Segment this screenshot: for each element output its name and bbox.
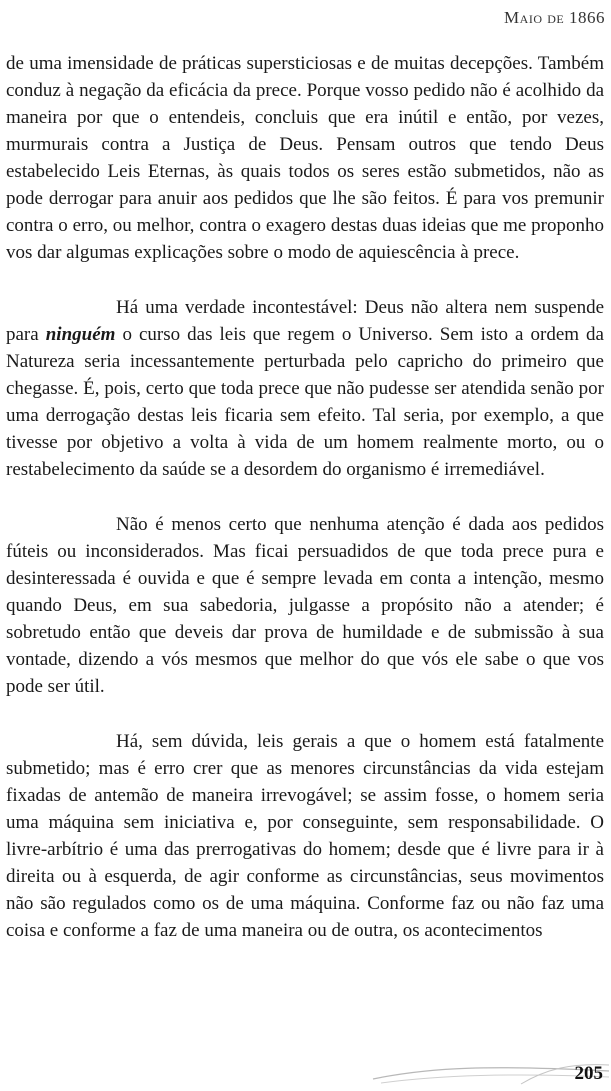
page-footer xyxy=(0,1051,611,1091)
paragraph-3: Não é menos certo que nenhuma atenção é dada aos pedidos fúteis ou inconsiderados. Mas ficai persuadidos de que toda prece pura e desinteressada é ouvida e que é sempre levada em conta a intenção, mesmo quando Deus, em sua sabedoria, julgasse a propósito não a atender; é sobretudo então que deveis dar prova de humildade e de submissão à sua vontade, dizendo a vós mesmos que melhor do que vós ele sabe o que vos pode ser útil. xyxy=(6,514,604,697)
running-header: Maio de 1866 xyxy=(504,8,605,27)
paragraph-4: Há, sem dúvida, leis gerais a que o homem está fatalmente submetido; mas é erro crer que as menores circunstâncias da vida estejam fixadas de antemão de maneira irrevogável; se assim fosse, o homem seria uma máquina sem iniciativa e, por conseguinte, sem responsabilidade. O livre-arbítrio é uma das prerrogativas do homem; desde que é livre para ir à direita ou à esquerda, de agir conforme as circunstâncias, seus movimentos não são regulados como os de uma máquina. Conforme faz ou não faz uma coisa e conforme a faz de uma maneira ou de outra, os acontecimentos xyxy=(6,731,604,941)
page-number: 205 xyxy=(574,1063,603,1084)
page-body xyxy=(6,50,604,972)
paragraph-2-emphasis: ninguém xyxy=(45,324,116,345)
paragraph-2 xyxy=(6,294,604,483)
paragraph-2-text-after: o curso das leis que regem o Universo. Sem isto a ordem da Natureza seria incessantemente perturbada pelo capricho do primeiro que chegasse. É, pois, certo que toda prece que não pudesse ser atendida senão por uma derrogação destas leis ficaria sem efeito. Tal seria, por exemplo, a que tivesse por objetivo a volta à vida de um homem realmente morto, ou o restabelecimento da saúde se a desordem do organismo é irremediável. xyxy=(6,324,604,480)
paragraph-2-text-before: Há uma verdade incontestável: Deus não altera nem suspende para xyxy=(6,297,604,345)
paragraph-1: de uma imensidade de práticas supersticiosas e de muitas decepções. Também conduz à negação da eficácia da prece. Porque vosso pedido não é acolhido da maneira por que o entendeis, concluis que era inútil e então, por vezes, murmurais contra a Justiça de Deus. Pensam outros que tendo Deus estabelecido Leis Eternas, às quais todos os seres estão submetidos, não as pode derrogar para anuir aos pedidos que lhe são feitos. É para vos premunir contra o erro, ou melhor, contra o exagero destas duas ideias que me proponho vos dar algumas explicações sobre o modo de aquiescência à prece. xyxy=(6,53,604,263)
